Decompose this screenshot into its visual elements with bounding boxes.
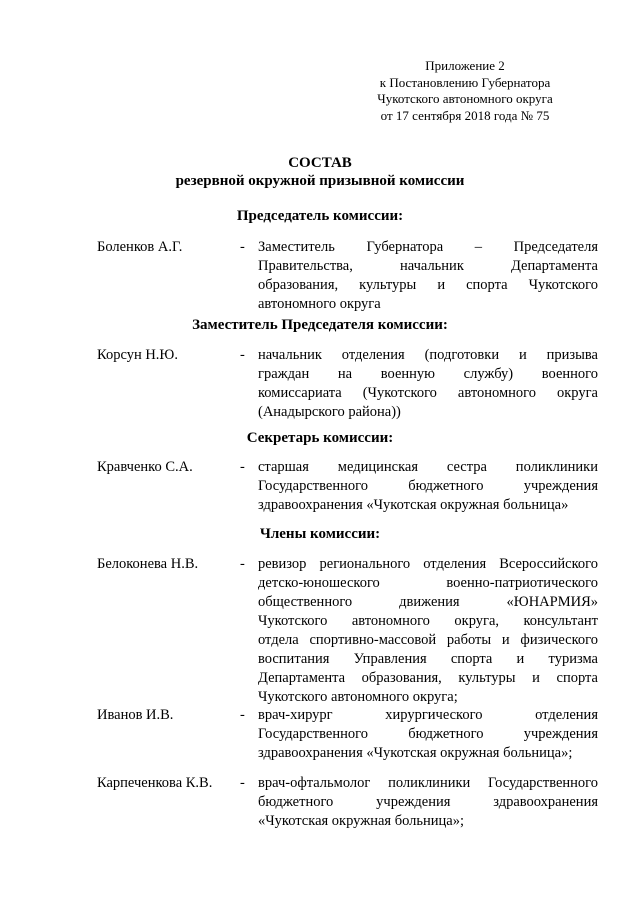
- position-line: граждан на военную службу) военного: [258, 366, 598, 382]
- member-name: Белоконева Н.В.: [97, 556, 199, 572]
- position-line: общественного движения «ЮНАРМИЯ»: [258, 594, 598, 610]
- position-line: бюджетного учреждения здравоохранения: [258, 794, 598, 810]
- appendix-line: к Постановлению Губернатора: [379, 74, 551, 90]
- position-line: Правительства, начальник Департамента: [258, 258, 598, 274]
- member-position: [258, 774, 598, 831]
- position-line: старшая медицинская сестра поликлиники: [258, 459, 598, 475]
- member-position: [258, 555, 598, 707]
- member-name: Корсун Н.Ю.: [97, 347, 178, 363]
- entry-dash: -: [240, 459, 245, 475]
- position-line: воспитания Управления спорта и туризма: [258, 651, 598, 667]
- member-name: Кравченко С.А.: [97, 459, 193, 475]
- position-line: врач-хирург хирургического отделения: [258, 707, 598, 723]
- member-position: [258, 346, 598, 422]
- position-line: «Чукотская окружная больница»;: [258, 813, 464, 829]
- position-line: здравоохранения «Чукотская окружная больница»: [258, 497, 569, 513]
- member-name: Карпеченкова К.В.: [97, 775, 213, 791]
- position-line: отдела спортивно-массовой работы и физического: [258, 632, 598, 648]
- entry-dash: -: [240, 556, 245, 572]
- position-line: Чукотского автономного округа, консультант: [258, 613, 598, 629]
- member-name: Боленков А.Г.: [97, 239, 183, 255]
- section-heading-members: Члены комиссии:: [259, 526, 381, 542]
- section-heading-deputy: Заместитель Председателя комиссии:: [192, 317, 448, 333]
- position-line: начальник отделения (подготовки и призыва: [258, 347, 598, 363]
- position-line: Департамента образования, культуры и спорта: [258, 670, 598, 686]
- member-position: [258, 458, 598, 515]
- position-line: автономного округа: [258, 296, 381, 312]
- position-line: (Анадырского района)): [258, 404, 401, 420]
- entry-dash: -: [240, 707, 245, 723]
- member-position: [258, 706, 598, 763]
- position-line: Заместитель Губернатора – Председателя: [258, 239, 598, 255]
- position-line: врач-офтальмолог поликлиники Государственного: [258, 775, 598, 791]
- position-line: детско-юношеского военно-патриотического: [258, 575, 598, 591]
- entry-dash: -: [240, 775, 245, 791]
- member-position: [258, 238, 598, 314]
- position-line: ревизор регионального отделения Всероссийского: [258, 556, 598, 572]
- entry-dash: -: [240, 347, 245, 363]
- position-line: Государственного бюджетного учреждения: [258, 726, 598, 742]
- document-title: СОСТАВ: [288, 155, 352, 171]
- position-line: образования, культуры и спорта Чукотского: [258, 277, 598, 293]
- document-subtitle: резервной окружной призывной комиссии: [175, 173, 465, 189]
- appendix-line: Чукотского автономного округа: [377, 91, 553, 106]
- position-line: комиссариата (Чукотского автономного округа: [258, 385, 598, 401]
- position-line: Государственного бюджетного учреждения: [258, 478, 598, 494]
- appendix-block: [330, 58, 600, 124]
- appendix-line: от 17 сентября 2018 года № 75: [380, 107, 550, 123]
- section-heading-chair: Председатель комиссии:: [236, 208, 404, 224]
- section-heading-secretary: Секретарь комиссии:: [246, 430, 394, 446]
- position-line: Чукотского автономного округа;: [258, 689, 458, 705]
- appendix-line: Приложение 2: [425, 58, 505, 73]
- position-line: здравоохранения «Чукотская окружная больница»;: [258, 745, 573, 761]
- entry-dash: -: [240, 239, 245, 255]
- member-name: Иванов И.В.: [97, 707, 174, 723]
